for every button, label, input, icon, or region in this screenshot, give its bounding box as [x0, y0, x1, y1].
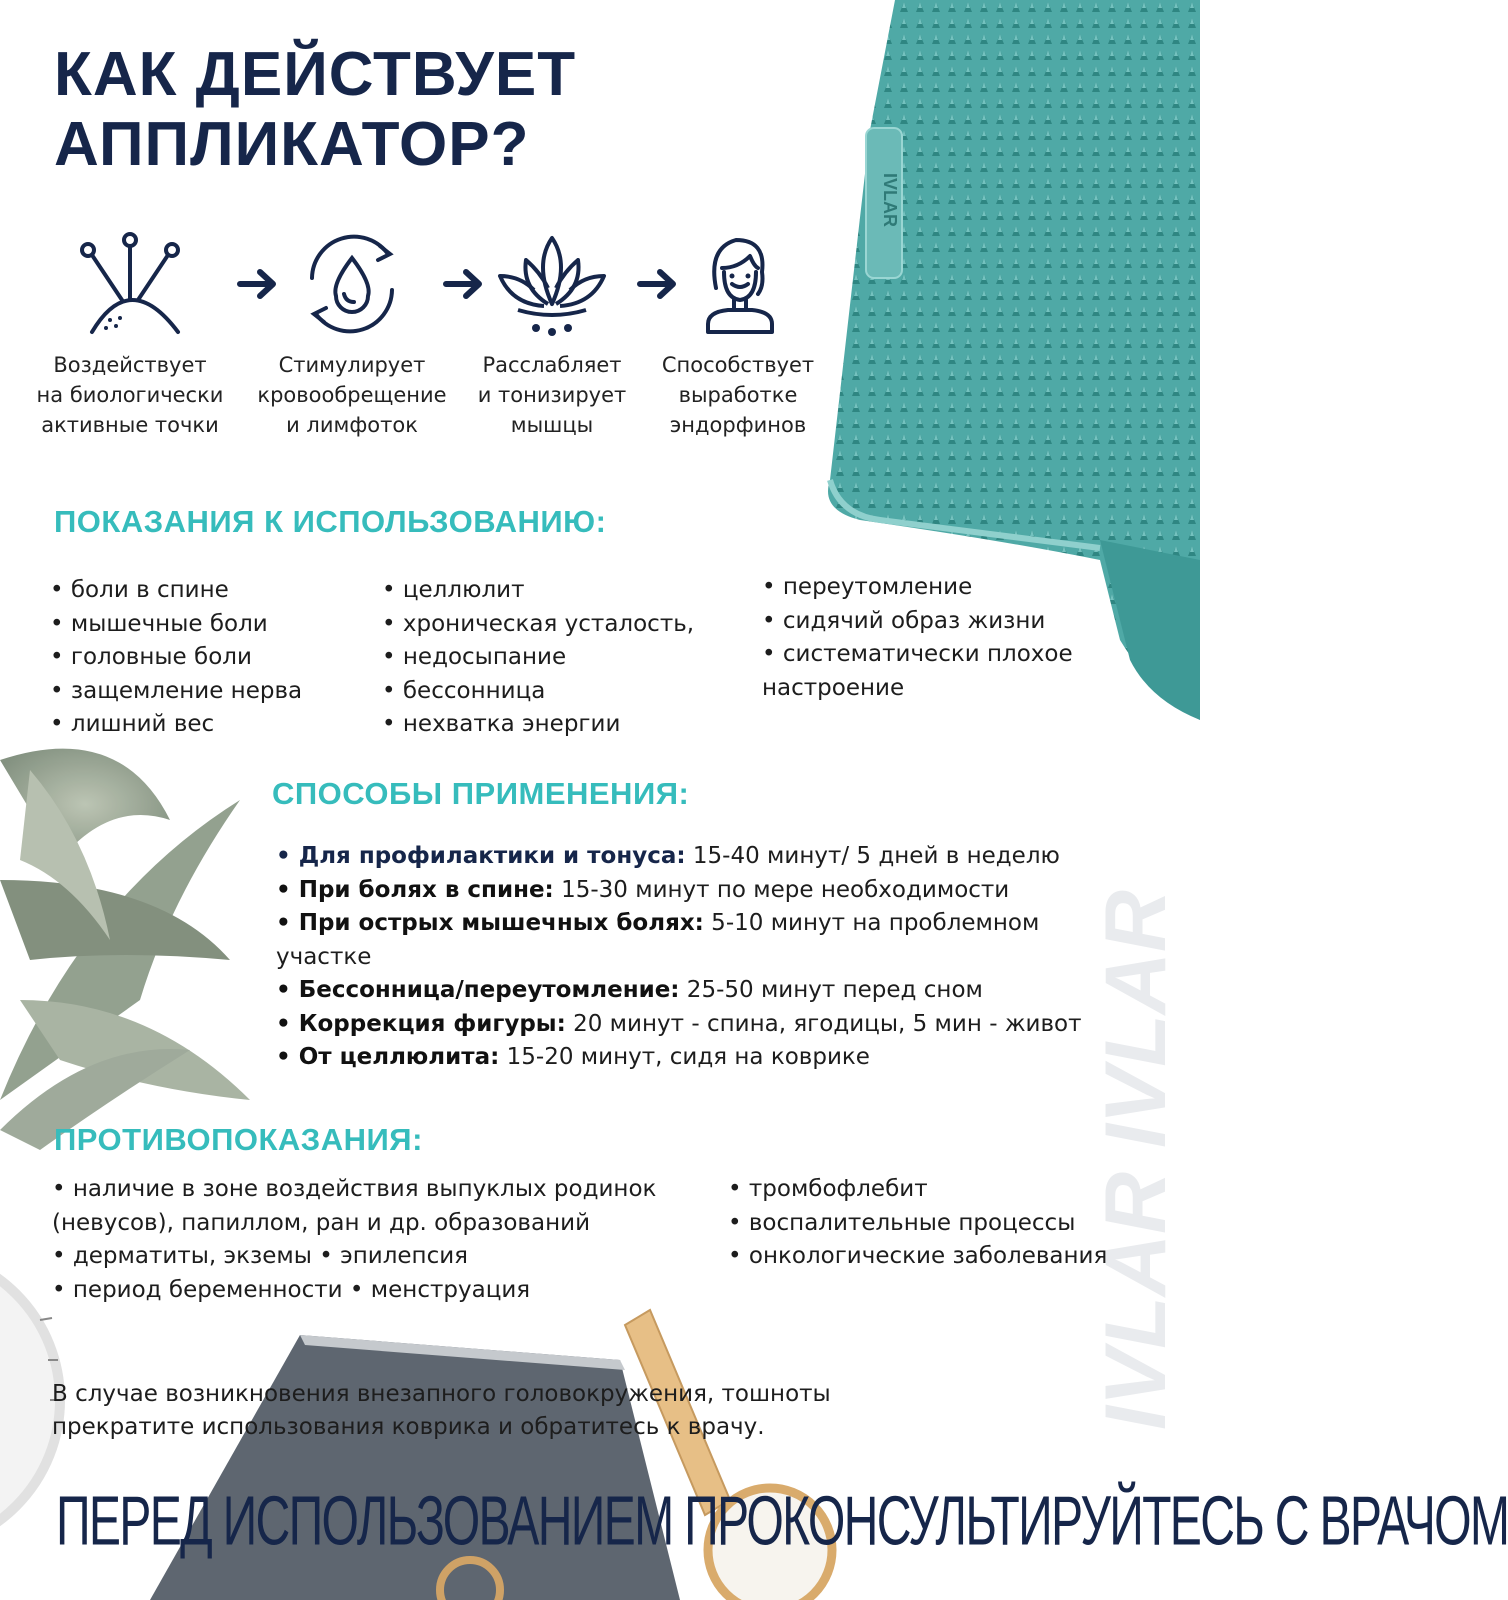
method-duration: 5-10 минут на проблемном участке — [276, 910, 1040, 970]
method-label: • При болях в спине: — [276, 876, 554, 903]
contraindications-list-left — [52, 1173, 656, 1307]
step-endorphins — [638, 228, 838, 440]
methods-title: СПОСОБЫ ПРИМЕНЕНИЯ: — [272, 776, 690, 811]
method-label: • От целлюлита: — [276, 1044, 500, 1070]
list-item: • переутомление — [762, 574, 973, 600]
mat-logo-text: IVLAR — [880, 173, 900, 227]
indications-list-col1 — [50, 574, 302, 742]
brand-watermark: IVLAR IVLAR — [1088, 890, 1184, 1430]
warning-line: В случае возникновения внезапного головокружения, тошноты — [52, 1381, 831, 1407]
indications-list-col3 — [762, 571, 1122, 705]
page-title — [54, 40, 576, 180]
list-item: • головные боли — [50, 644, 252, 670]
lotus-icon — [492, 228, 612, 338]
method-item — [276, 907, 1136, 974]
method-duration: 15-20 минут, сидя на коврике — [499, 1044, 870, 1070]
method-label: • Бессонница/переутомление: — [276, 977, 680, 1003]
list-item: • тромбофлебит — [728, 1176, 928, 1202]
list-item: • наличие в зоне воздействия выпуклых родинок — [52, 1176, 657, 1202]
list-item: • бессонница — [382, 677, 546, 704]
indications-title: ПОКАЗАНИЯ К ИСПОЛЬЗОВАНИЮ: — [54, 504, 607, 539]
method-item — [276, 1041, 1136, 1075]
method-label: • При острых мышечных болях: — [276, 910, 704, 936]
list-item: • боли в спине — [50, 577, 229, 603]
warning-note — [52, 1378, 952, 1444]
page-title-line2: АППЛИКАТОР? — [54, 110, 530, 179]
list-item: • мышечные боли — [50, 610, 268, 637]
method-duration: 25-50 минут перед сном — [679, 977, 983, 1003]
list-item: • дерматиты, экземы • эпилепсия — [52, 1243, 469, 1269]
method-item — [276, 840, 1136, 874]
method-label: • Для профилактики и тонуса: — [276, 843, 686, 869]
method-item — [276, 1008, 1136, 1042]
list-item: • целлюлит — [382, 577, 525, 603]
list-item: • лишний вес — [50, 711, 215, 737]
list-item: • воспалительные процессы — [728, 1209, 1076, 1236]
list-item: • сидячий образ жизни — [762, 607, 1046, 634]
method-duration: 15-40 минут/ 5 дней в неделю — [685, 843, 1060, 869]
list-item: • период беременности • менструация — [52, 1276, 531, 1303]
list-item: • недосыпание — [382, 644, 567, 670]
list-item: • хроническая усталость, — [382, 610, 695, 637]
step-relax-muscles — [452, 228, 652, 440]
step-label: Расслабляет и тонизирует мышцы — [477, 353, 627, 437]
contraindications-title: ПРОТИВОПОКАЗАНИЯ: — [54, 1122, 423, 1157]
method-label: • Коррекция фигуры: — [276, 1010, 566, 1037]
list-item: (невусов), папиллом, ран и др. образований — [52, 1209, 591, 1236]
page-title-line1: КАК ДЕЙСТВУЕТ — [54, 40, 577, 109]
contraindications-list-right — [728, 1173, 1107, 1274]
warning-line: прекратите использования коврика и обратитесь к врачу. — [52, 1414, 765, 1440]
list-item: • систематически плохое настроение — [762, 641, 1073, 701]
consult-doctor-banner: ПЕРЕД ИСПОЛЬЗОВАНИЕМ ПРОКОНСУЛЬТИРУЙТЕСЬ С ВРАЧОМ — [56, 1480, 1508, 1560]
method-duration: 15-30 минут по мере необходимости — [553, 876, 1010, 903]
acupuncture-needles-icon — [70, 228, 190, 338]
step-label: Способствует выработке эндорфинов — [661, 353, 815, 437]
action-steps — [30, 228, 850, 458]
water-drop-cycle-icon — [292, 228, 412, 338]
step-label: Стимулирует кровообрещение и лимфоток — [257, 353, 447, 437]
list-item: • защемление нерва — [50, 677, 303, 704]
step-biological-points — [30, 228, 230, 440]
list-item: • нехватка энергии — [382, 711, 621, 737]
method-item — [276, 974, 1136, 1008]
step-label: Воздействует на биологически активные точки — [36, 353, 224, 437]
woman-icon — [678, 228, 798, 338]
methods-list — [276, 840, 1136, 1075]
list-item: • онкологические заболевания — [728, 1243, 1108, 1269]
method-duration: 20 минут - спина, ягодицы, 5 мин - живот — [565, 1010, 1082, 1037]
method-item — [276, 874, 1136, 908]
step-blood-circulation — [252, 228, 452, 440]
indications-list-col2 — [382, 574, 694, 742]
